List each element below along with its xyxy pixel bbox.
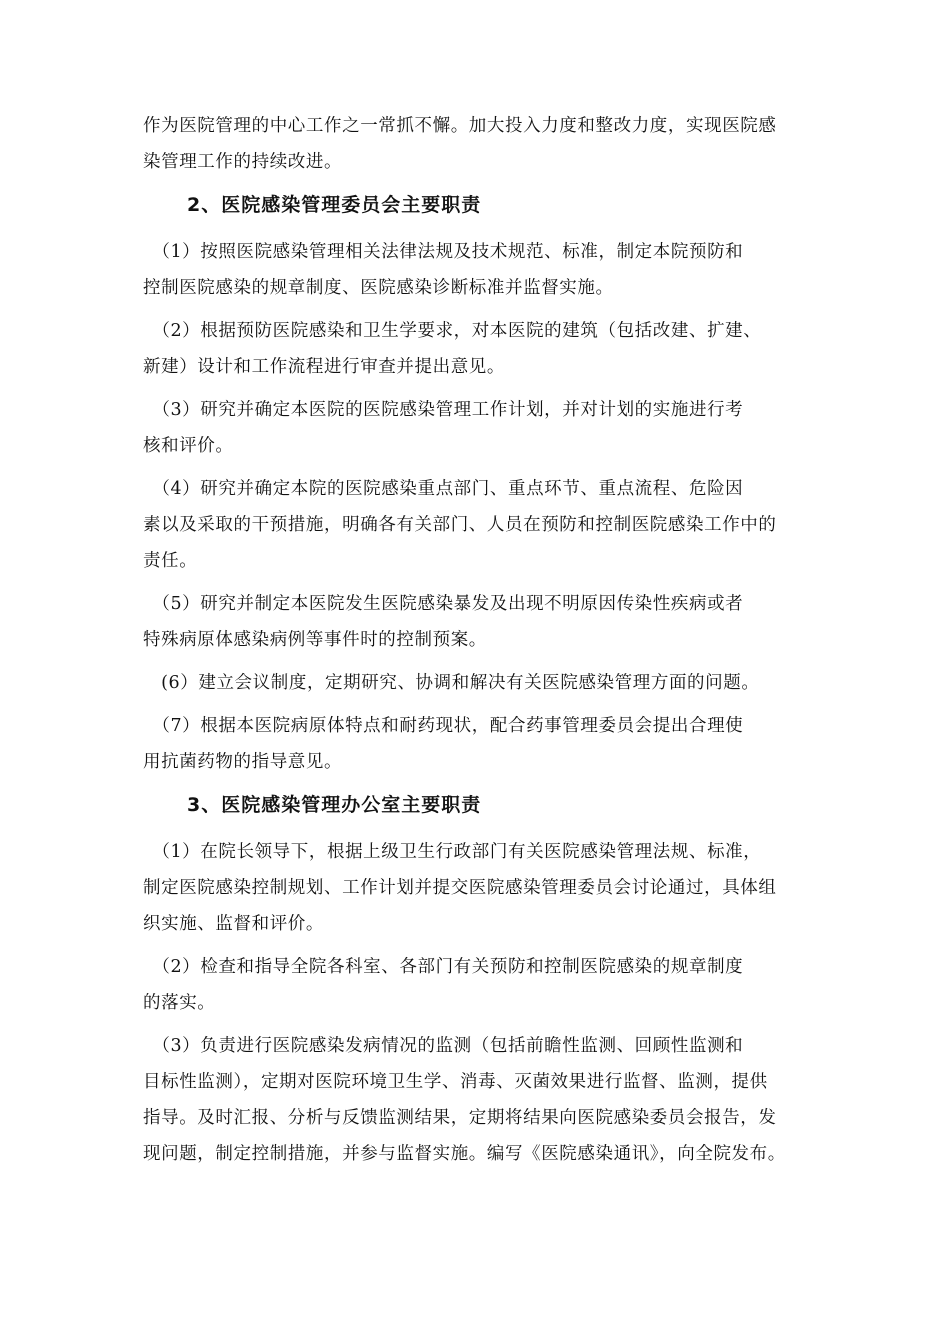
opening-paragraph [143,108,815,180]
text-line: 作为医院管理的中心工作之一常抓不懈。加大投入力度和整改力度，实现医院感 [143,116,777,136]
section-2-item-4 [143,471,815,579]
text-line: （3）负责进行医院感染发病情况的监测（包括前瞻性监测、回顾性监测和 [143,1036,744,1056]
text-line: 织实施、监督和评价。 [143,914,324,934]
section-3-item-1 [143,834,815,942]
text-line: （7）根据本医院病原体特点和耐药现状，配合药事管理委员会提出合理使 [143,716,744,736]
text-line: (6）建立会议制度，定期研究、协调和解决有关医院感染管理方面的问题。 [143,673,760,693]
section-2-item-7 [143,708,815,780]
section-2-item-2 [143,313,815,385]
text-line: 特殊病原体感染病例等事件时的控制预案。 [143,630,487,650]
section-2-heading: 2、医院感染管理委员会主要职责 [187,194,482,216]
text-line: （2）检查和指导全院各科室、各部门有关预防和控制医院感染的规章制度 [143,957,744,977]
document-body [143,108,815,1172]
section-2-item-6 [143,665,815,701]
text-line: 核和评价。 [143,436,234,456]
text-line: 现问题，制定控制措施，并参与监督实施。编写《医院感染通讯》，向全院发布。 [143,1144,786,1164]
text-line: 素以及采取的干预措施，明确各有关部门、人员在预防和控制医院感染工作中的 [143,515,777,535]
text-line: 控制医院感染的规章制度、医院感染诊断标准并监督实施。 [143,278,614,298]
section-2-item-3 [143,392,815,464]
text-line: 新建）设计和工作流程进行审查并提出意见。 [143,357,505,377]
text-line: （2）根据预防医院感染和卫生学要求，对本医院的建筑（包括改建、扩建、 [143,321,762,341]
text-line: （4）研究并确定本院的医院感染重点部门、重点环节、重点流程、危险因 [143,479,744,499]
section-3-heading: 3、医院感染管理办公室主要职责 [187,794,482,816]
section-3-item-2 [143,949,815,1021]
text-line: 责任。 [143,551,198,571]
text-line: 目标性监测），定期对医院环境卫生学、消毒、灭菌效果进行监督、监测，提供 [143,1072,768,1092]
text-line: 制定医院感染控制规划、工作计划并提交医院感染管理委员会讨论通过，具体组 [143,878,777,898]
text-line: 染管理工作的持续改进。 [143,152,343,172]
text-line: 指导。及时汇报、分析与反馈监测结果，定期将结果向医院感染委员会报告，发 [143,1108,777,1128]
text-line: （5）研究并制定本医院发生医院感染暴发及出现不明原因传染性疾病或者 [143,594,744,614]
text-line: 的落实。 [143,993,216,1013]
section-2-item-5 [143,586,815,658]
text-line: （1）在院长领导下，根据上级卫生行政部门有关医院感染管理法规、标准， [143,842,762,862]
text-line: （3）研究并确定本医院的医院感染管理工作计划，并对计划的实施进行考 [143,400,744,420]
section-2-item-1 [143,234,815,306]
text-line: （1）按照医院感染管理相关法律法规及技术规范、标准，制定本院预防和 [143,242,744,262]
text-line: 用抗菌药物的指导意见。 [143,752,343,772]
section-3-item-3 [143,1028,815,1172]
